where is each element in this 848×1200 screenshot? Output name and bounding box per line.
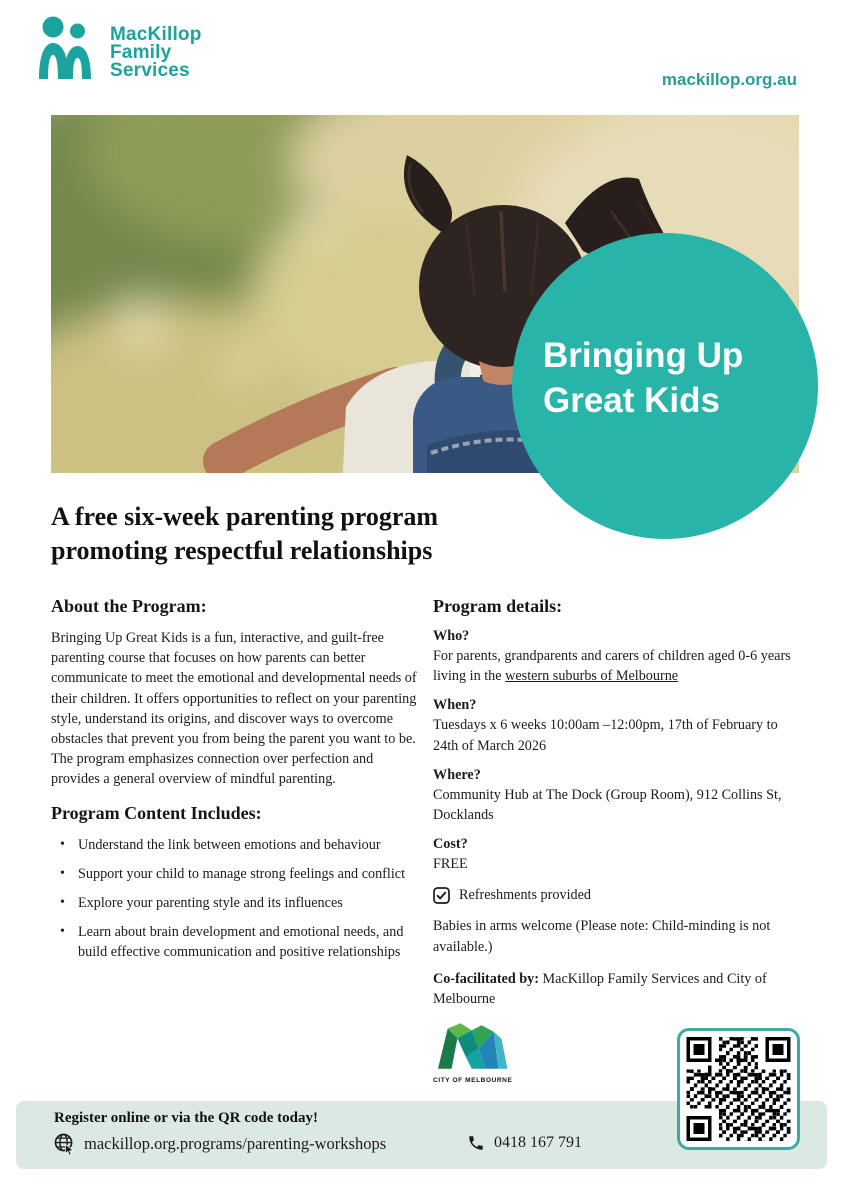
refreshments-text: Refreshments provided (459, 887, 591, 904)
when-text: Tuesdays x 6 weeks 10:00am –12:00pm, 17th of February to 24th of March 2026 (433, 717, 778, 754)
page-title: A free six-week parenting program promoting respectful relationships (51, 502, 439, 565)
who-label: Who? (433, 628, 470, 644)
footer-web-row (53, 1132, 386, 1155)
city-of-melbourne-caption: CITY OF MELBOURNE (433, 1077, 513, 1085)
western-suburbs-link[interactable]: western suburbs of Melbourne (505, 668, 679, 685)
left-column (51, 596, 417, 1084)
content-bullet-list (51, 835, 417, 963)
about-body: Bringing Up Great Kids is a fun, interactive, and guilt-free parenting course that focuses on how parents can better communicate to meet the emotional and developmental needs of their children. It offers opportunities to reflect on your parenting style, understand its origins, and discover ways to overcome obstacles that prevent you from being the parent you want to be. The program emphasizes connection over perfection and provides a general overview of mindful parenting. (51, 630, 417, 788)
footer-url-link[interactable]: mackillop.org.programs/parenting-workshops (84, 1133, 387, 1153)
cost-label: Cost? (433, 836, 468, 853)
qr-code[interactable] (677, 1028, 800, 1150)
checked-checkbox-icon (433, 887, 450, 904)
program-badge-title: Bringing Up Great Kids (543, 336, 744, 420)
list-item: • Explore your parenting style and its influences (51, 893, 417, 913)
details-heading: Program details: (433, 596, 563, 616)
refreshments-row (433, 887, 799, 904)
phone-icon (467, 1134, 485, 1152)
globe-cursor-icon (53, 1132, 76, 1155)
footer-phone-number[interactable]: 0418 167 791 (494, 1134, 582, 1151)
mackillop-logo-text: MacKillop Family Services (110, 24, 202, 81)
program-badge-circle (512, 233, 818, 539)
mackillop-people-icon (36, 16, 94, 80)
content-columns (51, 596, 799, 1084)
list-item: • Support your child to manage strong feelings and conflict (51, 864, 417, 884)
cofacilitated-text: Co-facilitated by: MacKillop Family Services and City of Melbourne (433, 970, 767, 1008)
website-link[interactable]: mackillop.org.au (661, 70, 797, 89)
register-callout: Register online or via the QR code today! (54, 1110, 319, 1126)
city-of-melbourne-m-icon (433, 1022, 513, 1070)
city-of-melbourne-logo (433, 1022, 519, 1084)
content-heading: Program Content Includes: (51, 802, 262, 823)
babies-note: Babies in arms welcome (Please note: Child-minding is not available.) (433, 918, 771, 955)
mackillop-logo (36, 16, 202, 80)
right-column (433, 596, 799, 1084)
where-label: Where? (433, 766, 481, 783)
list-item: • Understand the link between emotions and behaviour (51, 835, 417, 855)
cost-text: FREE (433, 856, 468, 873)
where-text: Community Hub at The Dock (Group Room), 912 Collins St, Docklands (433, 786, 782, 824)
list-item: • Learn about brain development and emotional needs, and build effective communication and positive relationships (51, 922, 417, 962)
when-label: When? (433, 697, 477, 714)
about-heading: About the Program: (51, 596, 207, 616)
footer-phone-row (467, 1134, 582, 1152)
who-text: For parents, grandparents and carers of children aged 0-6 years living in the western suburbs of Melbourne (433, 648, 791, 685)
